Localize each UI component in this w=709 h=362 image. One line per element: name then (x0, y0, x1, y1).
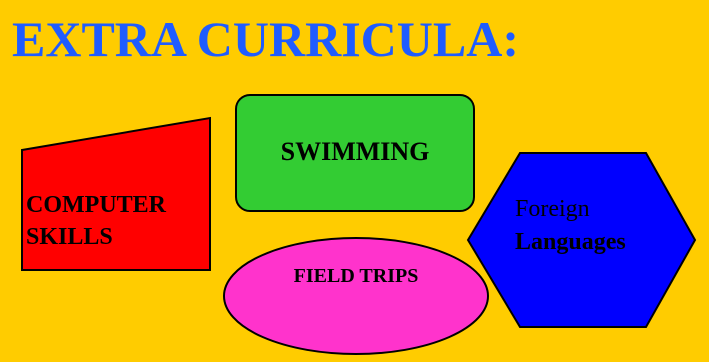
swimming-label: SWIMMING (280, 137, 430, 166)
swimming-shape (236, 95, 474, 211)
foreign-languages-label-line2: Languages (515, 229, 626, 255)
computer-skills-label-line1: COMPUTER (26, 192, 166, 218)
field-trips-shape (224, 238, 488, 354)
computer-skills-label-line2: SKILLS (26, 224, 113, 250)
computer-skills-shape (22, 118, 210, 270)
slide-title: EXTRA CURRICULA: (12, 11, 519, 67)
field-trips-ellipse (224, 238, 488, 354)
field-trips-label: FIELD TRIPS (293, 265, 419, 287)
foreign-languages-shape (468, 153, 695, 327)
foreign-languages-label-line1: Foreign (515, 196, 590, 222)
